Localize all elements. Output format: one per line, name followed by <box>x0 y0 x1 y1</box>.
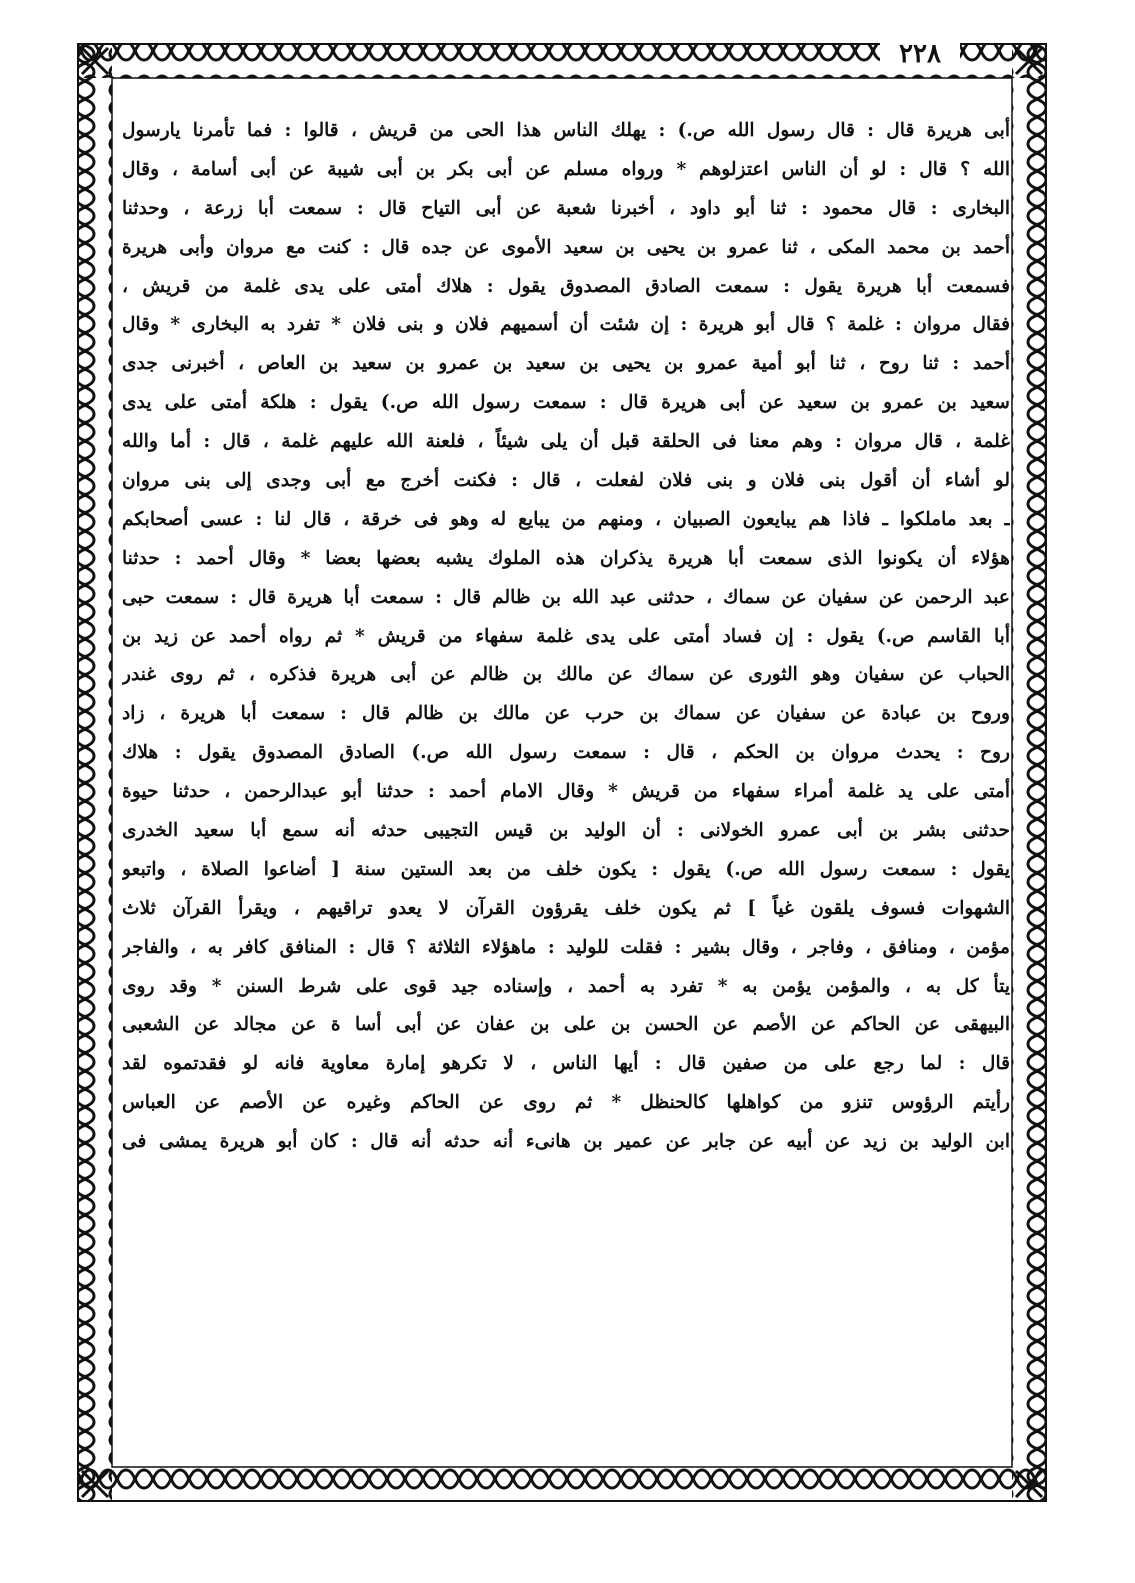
page-number: ٢٢٨ <box>880 34 960 74</box>
text-line: رأيتم الرؤوس تنزو من كواهلها كالحنظل * ثم روى عن الحاكم وغيره عن الأصم عن العباس <box>122 1092 1010 1114</box>
text-line: البيهقى عن الحاكم عن الأصم عن الحسن بن على بن عفان عن أبى أسا ة عن مجالد عن الشعبى <box>122 1014 1010 1036</box>
text-line: ـ بعد ماملكوا ـ فاذا هم يبايعون الصبيان ، ومنهم من يبايع له وهو فى خرقة ، قال لنا : عسى أصحابكم <box>122 508 1010 530</box>
text-line: لو أشاء أن أقول بنى فلان و بنى فلان لفعلت ، قال : فكنت أخرج مع أبى وجدى إلى بنى مروان <box>122 470 1010 492</box>
border-bottom <box>78 1467 1046 1501</box>
text-line: غلمة ، قال مروان : وهم معنا فى الحلقة قبل أن يلى شيئاً ، فلعنة الله عليهم غلمة ، قال : أما والله <box>122 431 1010 453</box>
text-line: فسمعت أبا هريرة يقول : سمعت الصادق المصدوق يقول : هلاك أمتى على يدى غلمة من قريش ، <box>122 275 1010 297</box>
text-line: وروح بن عبادة عن سفيان عن سماك بن حرب عن مالك بن ظالم قال : سمعت أبا هريرة ، زاد <box>122 703 1010 725</box>
border-left <box>78 44 112 1501</box>
text-line: أبا القاسم ص.) يقول : إن فساد أمتى على يدى غلمة سفهاء من قريش * ثم رواه أحمد عن زيد بن <box>122 625 1010 647</box>
text-line: حدثنى بشر بن أبى عمرو الخولانى : أن الوليد بن قيس التجيبى حدثه أنه سمع أبا سعيد الخدرى <box>122 820 1010 842</box>
text-line: روح : يحدث مروان بن الحكم ، قال : سمعت رسول الله ص.) الصادق المصدوق يقول : هلاك <box>122 742 1010 764</box>
text-line: هؤلاء أن يكونوا الذى سمعت أبا هريرة يذكران هذه الملوك يشبه بعضها بعضا * وقال أحمد : حدثنا <box>122 547 1010 569</box>
text-line: الله ؟ قال : لو أن الناس اعتزلوهم * ورواه مسلم عن أبى بكر بن أبى شيبة عن أبى أسامة ، وقال <box>122 158 1010 180</box>
text-line: فقال مروان : غلمة ؟ قال أبو هريرة : إن شئت أن أسميهم فلان و بنى فلان * تفرد به البخارى * وقال <box>122 314 1010 336</box>
text-line: الحباب عن سفيان وهو الثورى عن سماك عن مالك بن ظالم عن أبى هريرة فذكره ، ثم روى غندر <box>122 664 1010 686</box>
border-right <box>1012 44 1046 1501</box>
text-line: أحمد بن محمد المكى ، ثنا عمرو بن يحيى بن سعيد الأموى عن جده قال : كنت مع مروان وأبى هريرة <box>122 236 1010 258</box>
text-line: يتأ كل به ، والمؤمن يؤمن به * تفرد به أحمد ، وإسناده جيد قوى على شرط السنن * وقد روى <box>122 975 1010 997</box>
text-line: سعيد بن عمرو بن سعيد عن أبى هريرة قال : سمعت رسول الله ص.) يقول : هلكة أمتى على يدى <box>122 392 1010 414</box>
text-line: البخارى : قال محمود : ثنا أبو داود ، أخبرنا شعبة عن أبى التياح قال : سمعت أبا زرعة ، وحدثنا <box>122 197 1010 219</box>
text-line: عبد الرحمن عن سفيان عن سماك ، حدثنى عبد الله بن ظالم قال : سمعت أبا هريرة قال : سمعت حبى <box>122 586 1010 608</box>
text-line: أبى هريرة قال : قال رسول الله ص.) : يهلك الناس هذا الحى من قريش ، قالوا : فما تأمرنا يارسول <box>122 120 1010 141</box>
text-line: ابن الوليد بن زيد عن أبيه عن جابر عن عمير بن هانىء أنه حدثه أنه قال : كان أبو هريرة يمشى فى <box>122 1131 1010 1153</box>
text-line: قال : لما رجع على من صفين قال : أيها الناس ، لا تكرهو إمارة معاوية فانه لو فقدتموه لقد <box>122 1053 1010 1075</box>
text-line: مؤمن ، ومنافق ، وفاجر ، وقال بشير : فقلت للوليد : ماهؤلاء الثلاثة ؟ قال : المنافق كافر به ، والفاجر <box>122 936 1010 958</box>
text-line: يقول : سمعت رسول الله ص.) يقول : يكون خلف من بعد الستين سنة [ أضاعوا الصلاة ، واتبعو <box>122 858 1010 880</box>
text-line: أحمد : ثنا روح ، ثنا أبو أمية عمرو بن يحيى بن سعيد بن عمرو بن سعيد بن العاص ، أخبرنى جدى <box>122 353 1010 375</box>
page-text <box>122 112 1010 1432</box>
text-line: أمتى على يد غلمة أمراء سفهاء من قريش * وقال الامام أحمد : حدثنا أبو عبدالرحمن ، حدثنا حيوة <box>122 781 1010 803</box>
text-line: الشهوات فسوف يلقون غياً ] ثم يكون خلف يقرؤون القرآن لا يعدو تراقيهم ، ويقرأ القرآن ثلاث <box>122 897 1010 919</box>
